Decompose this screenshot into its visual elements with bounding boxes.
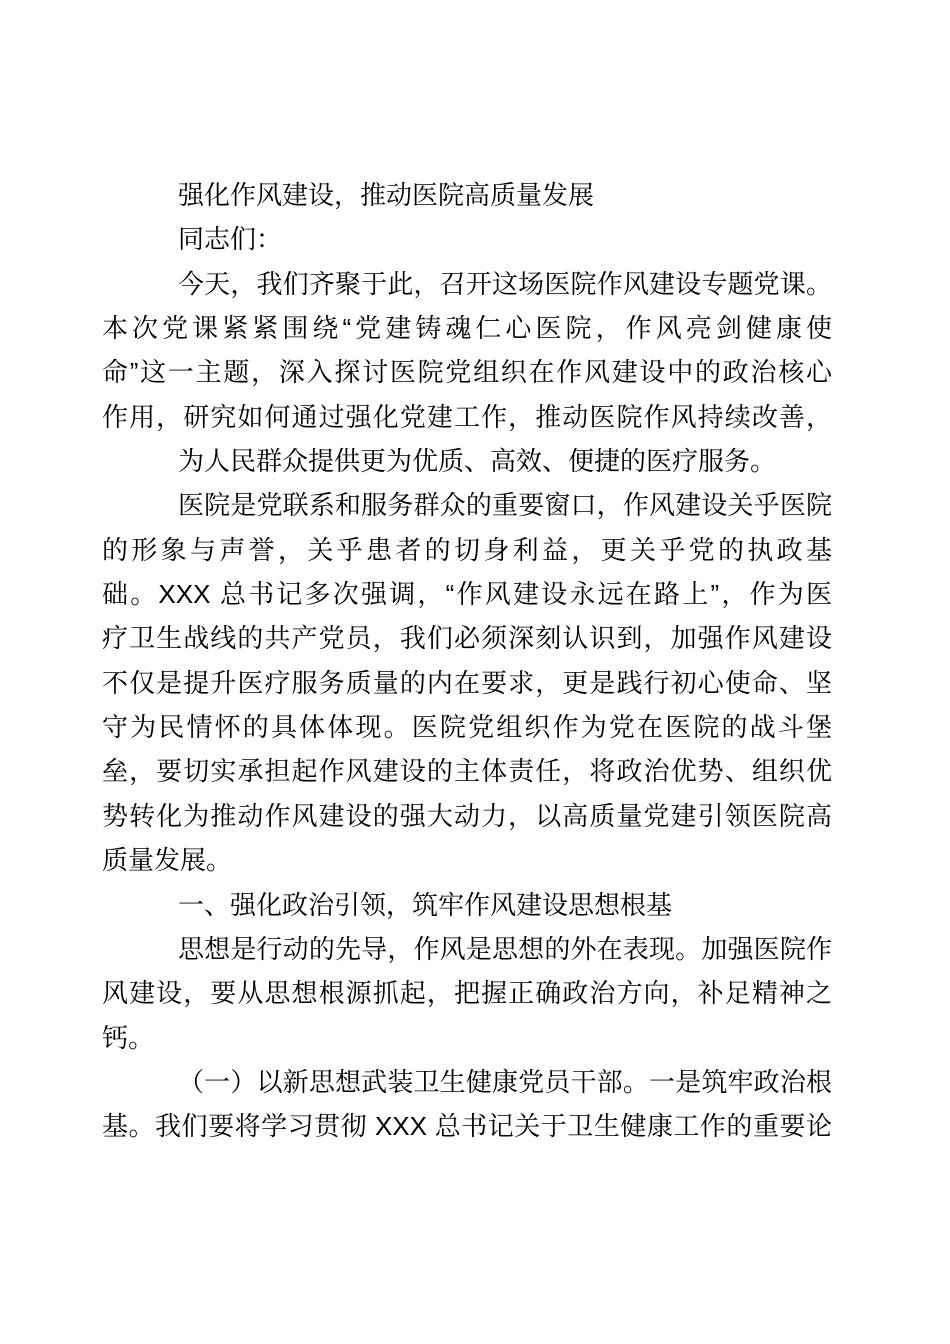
subsection-heading-line: （一）以新思想武装卫生健康党员干部。一是筑牢政治根 [178,1066,832,1097]
text-line: 不仅是提升医疗服务质量的内在要求，更是践行初心使命、坚 [102,667,832,698]
text-line: 医院是党联系和服务群众的重要窗口，作风建设关乎医院 [178,490,832,521]
text-line: 础。XXX 总书记多次强调，“作风建设永远在路上”，作为医 [102,579,832,610]
text-line: 命”这一主题，深入探讨医院党组织在作风建设中的政治核心 [102,357,832,388]
text-line: 的形象与声誉，关乎患者的切身利益，更关乎党的执政基 [102,534,832,565]
text-line: 作用，研究如何通过强化党建工作，推动医院作风持续改善， [102,401,832,432]
text-line: 基。我们要将学习贯彻 XXX 总书记关于卫生健康工作的重要论 [102,1111,832,1142]
text-line: 守为民情怀的具体体现。医院党组织作为党在医院的战斗堡 [102,712,832,743]
text-line: 质量发展。 [102,845,233,876]
text-line: 垒，要切实承担起作风建设的主体责任，将政治优势、组织优 [102,756,832,787]
salutation-line: 同志们： [178,224,283,255]
document-body [102,173,832,1149]
document-title: 强化作风建设，推动医院高质量发展 [178,180,595,210]
text-line: 钙。 [102,1022,155,1053]
text-line: 今天，我们齐聚于此，召开这场医院作风建设专题党课。 [178,268,832,299]
text-line: 本次党课紧紧围绕“党建铸魂仁心医院，作风亮剑健康使 [102,313,832,344]
text-line: 为人民群众提供更为优质、高效、便捷的医疗服务。 [178,446,777,477]
text-line: 势转化为推动作风建设的强大动力，以高质量党建引领医院高 [102,800,832,831]
section-heading: 一、强化政治引领，筑牢作风建设思想根基 [178,889,673,920]
text-line: 思想是行动的先导，作风是思想的外在表现。加强医院作 [178,933,832,964]
text-line: 风建设，要从思想根源抓起，把握正确政治方向，补足精神之 [102,978,832,1009]
text-line: 疗卫生战线的共产党员，我们必须深刻认识到，加强作风建设 [102,623,832,654]
